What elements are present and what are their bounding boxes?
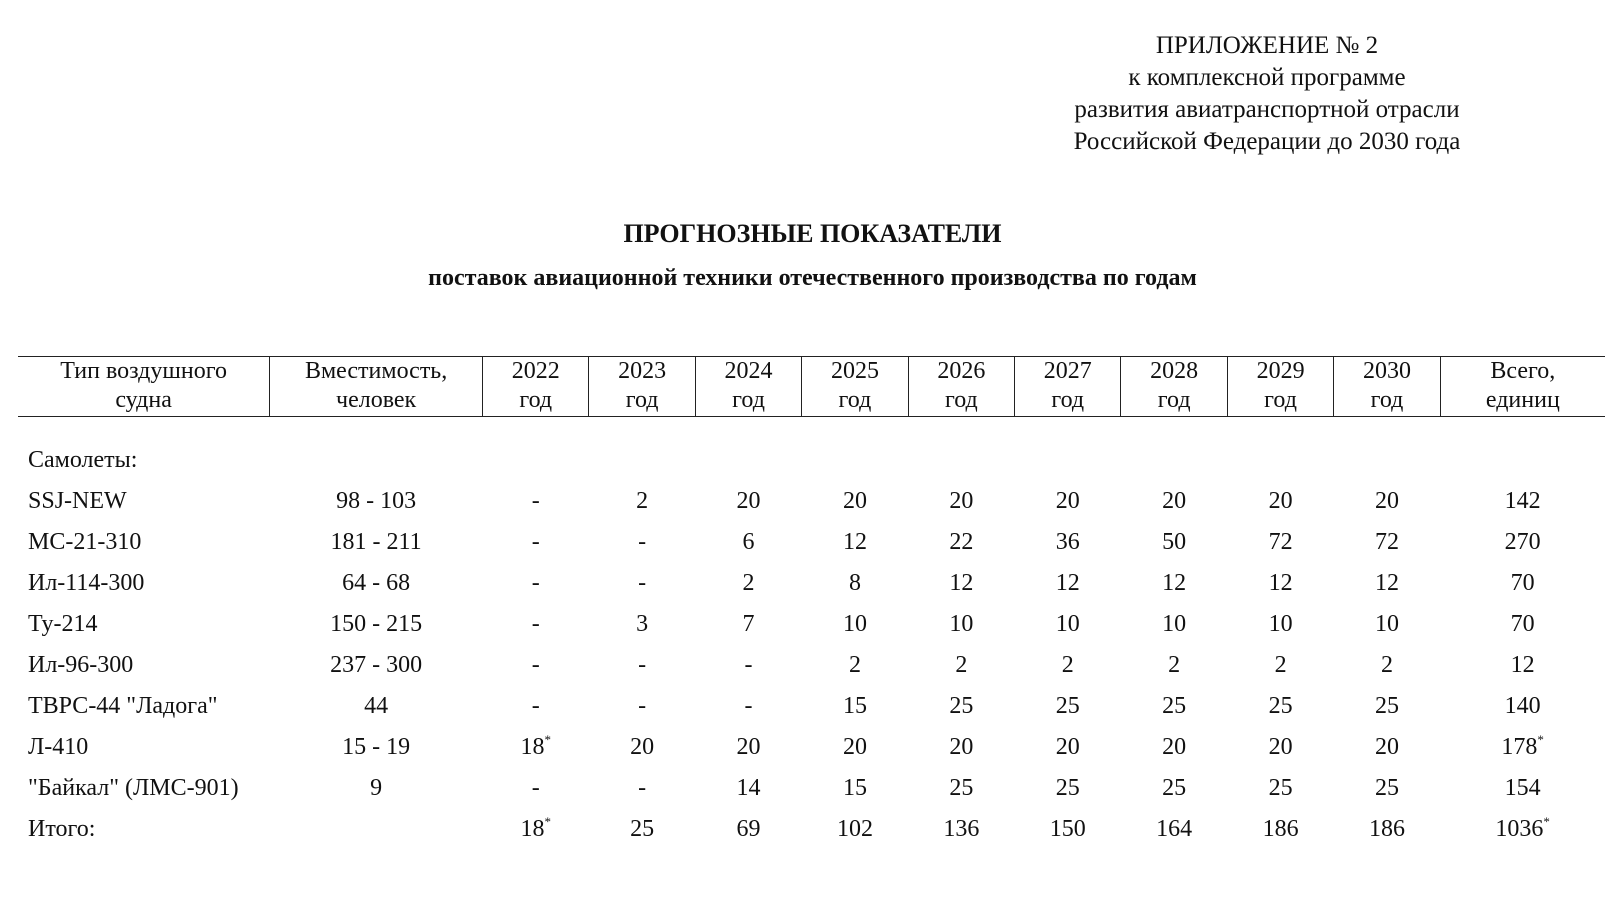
footnote-marker: * bbox=[544, 814, 551, 829]
capacity-cell: 44 bbox=[364, 693, 389, 719]
value-cell: 20 bbox=[949, 488, 974, 514]
table-row bbox=[18, 727, 1605, 768]
capacity-cell: 150 - 215 bbox=[330, 611, 423, 637]
value-cell: 36 bbox=[1055, 529, 1080, 555]
value-cell: 2 bbox=[636, 488, 649, 514]
value-cell: 20 bbox=[1374, 734, 1399, 760]
value-cell: - bbox=[744, 652, 753, 678]
value-cell: 15 bbox=[842, 693, 867, 719]
appendix-line: развития авиатранспортной отрасли bbox=[1074, 96, 1460, 123]
table-row bbox=[18, 563, 1605, 604]
value-cell: - bbox=[531, 570, 540, 596]
aircraft-name-cell: Л-410 bbox=[28, 734, 89, 760]
value-cell: 10 bbox=[1268, 611, 1293, 637]
value-cell: 20 bbox=[842, 488, 867, 514]
value-cell: 2 bbox=[742, 570, 755, 596]
value-cell: 20 bbox=[736, 488, 761, 514]
value-cell: 136 bbox=[943, 816, 980, 842]
aircraft-name-cell: Ил-96-300 bbox=[28, 652, 134, 678]
value-cell: 154 bbox=[1504, 775, 1541, 801]
footnote-marker: * bbox=[544, 732, 551, 747]
capacity-cell: 15 - 19 bbox=[342, 734, 411, 760]
value-cell: - bbox=[531, 693, 540, 719]
value-cell: 72 bbox=[1374, 529, 1399, 555]
value-cell: 10 bbox=[949, 611, 974, 637]
value-cell: 25 bbox=[1162, 693, 1187, 719]
value-cell: 20 bbox=[1268, 734, 1293, 760]
capacity-cell: 64 - 68 bbox=[342, 570, 411, 596]
value-cell: 270 bbox=[1504, 529, 1541, 555]
total-row bbox=[18, 809, 1605, 850]
aircraft-name-cell: МС-21-310 bbox=[28, 529, 142, 555]
value-cell: 7 bbox=[742, 611, 755, 637]
value-cell: - bbox=[744, 693, 753, 719]
value-cell: 20 bbox=[1055, 488, 1080, 514]
value-cell: 10 bbox=[1374, 611, 1399, 637]
value-cell: 20 bbox=[842, 734, 867, 760]
value-cell: 25 bbox=[1374, 775, 1399, 801]
value-cell: - bbox=[531, 488, 540, 514]
value-cell: 8 bbox=[848, 570, 861, 596]
value-cell: - bbox=[638, 529, 647, 555]
column-header bbox=[1015, 357, 1121, 417]
column-header bbox=[483, 357, 589, 417]
value-cell: 25 bbox=[1055, 775, 1080, 801]
column-header-line: год bbox=[1264, 387, 1297, 413]
appendix-line: ПРИЛОЖЕНИЕ № 2 bbox=[1155, 32, 1379, 59]
value-cell: 20 bbox=[949, 734, 974, 760]
column-header-line: год bbox=[1370, 387, 1404, 413]
table-row bbox=[18, 481, 1605, 522]
capacity-cell: 181 - 211 bbox=[330, 529, 422, 555]
section-row bbox=[18, 439, 1605, 481]
value-cell: 18* bbox=[520, 732, 551, 760]
value-cell: 140 bbox=[1504, 693, 1541, 719]
value-cell: 20 bbox=[1055, 734, 1080, 760]
column-header bbox=[1227, 357, 1333, 417]
value-cell: - bbox=[531, 529, 540, 555]
column-header-line: Тип воздушного bbox=[60, 358, 227, 384]
value-cell: 102 bbox=[836, 816, 873, 842]
value-cell: 72 bbox=[1268, 529, 1293, 555]
value-cell: 70 bbox=[1510, 611, 1535, 637]
aircraft-name-cell: SSJ-NEW bbox=[28, 488, 127, 514]
column-header-line: год bbox=[1051, 387, 1085, 413]
column-header-line: 2028 bbox=[1150, 358, 1199, 384]
column-header-line: 2025 bbox=[830, 358, 879, 384]
value-cell: 150 bbox=[1049, 816, 1086, 842]
value-cell: - bbox=[531, 652, 540, 678]
value-cell: 25 bbox=[1055, 693, 1080, 719]
value-cell: 12 bbox=[1510, 652, 1535, 678]
capacity-cell: 9 bbox=[370, 775, 383, 801]
column-header bbox=[908, 357, 1014, 417]
value-cell: 2 bbox=[955, 652, 968, 678]
aircraft-name-cell: Итого: bbox=[28, 816, 96, 842]
value-cell: 2 bbox=[1274, 652, 1287, 678]
value-cell: 70 bbox=[1510, 570, 1535, 596]
column-header-line: 2027 bbox=[1043, 358, 1092, 384]
spacer-row bbox=[18, 417, 1605, 440]
value-cell: 25 bbox=[630, 816, 655, 842]
capacity-cell: 98 - 103 bbox=[336, 488, 417, 514]
value-cell: 25 bbox=[1162, 775, 1187, 801]
value-cell: 10 bbox=[842, 611, 867, 637]
value-cell: - bbox=[638, 570, 647, 596]
value-cell: 12 bbox=[1268, 570, 1293, 596]
value-cell: - bbox=[638, 652, 647, 678]
value-cell: - bbox=[638, 693, 647, 719]
value-cell: 6 bbox=[742, 529, 755, 555]
value-cell: 25 bbox=[1268, 693, 1293, 719]
column-header bbox=[18, 357, 270, 417]
document-title: ПРОГНОЗНЫЕ ПОКАЗАТЕЛИ bbox=[623, 219, 1002, 248]
value-cell: 12 bbox=[1162, 570, 1187, 596]
value-cell: 2 bbox=[1061, 652, 1074, 678]
value-cell: 22 bbox=[949, 529, 974, 555]
value-cell: 3 bbox=[636, 611, 649, 637]
appendix-header bbox=[1007, 30, 1527, 158]
value-cell: 142 bbox=[1504, 488, 1541, 514]
value-cell: 25 bbox=[1268, 775, 1293, 801]
section-label: Самолеты: bbox=[28, 446, 138, 473]
value-cell: 2 bbox=[848, 652, 861, 678]
aircraft-name-cell: ТВРС-44 "Ладога" bbox=[28, 693, 218, 719]
value-cell: 12 bbox=[842, 529, 867, 555]
aircraft-name-cell: Ту-214 bbox=[28, 611, 98, 637]
capacity-cell: 237 - 300 bbox=[330, 652, 423, 678]
column-header bbox=[270, 357, 483, 417]
column-header-line: человек bbox=[336, 387, 417, 413]
table-row bbox=[18, 604, 1605, 645]
column-header-line: единиц bbox=[1485, 387, 1560, 413]
value-cell: 20 bbox=[630, 734, 655, 760]
value-cell: 186 bbox=[1368, 816, 1405, 842]
deliveries-table bbox=[18, 356, 1605, 850]
value-cell: 1036* bbox=[1495, 814, 1550, 842]
column-header-line: 2022 bbox=[511, 358, 560, 384]
value-cell: - bbox=[531, 611, 540, 637]
capacity-cell bbox=[270, 809, 483, 850]
column-header bbox=[695, 357, 801, 417]
table-header-row bbox=[18, 357, 1605, 417]
column-header-line: 2030 bbox=[1362, 358, 1411, 384]
column-header-line: 2026 bbox=[937, 358, 986, 384]
column-header bbox=[589, 357, 695, 417]
value-cell: 20 bbox=[1162, 488, 1187, 514]
value-cell: 178* bbox=[1501, 732, 1544, 760]
appendix-line: к комплексной программе bbox=[1128, 64, 1406, 91]
aircraft-name-cell: "Байкал" (ЛМС-901) bbox=[28, 775, 239, 801]
column-header-line: год bbox=[519, 387, 553, 413]
value-cell: 12 bbox=[1374, 570, 1399, 596]
column-header-line: 2024 bbox=[724, 358, 773, 384]
aircraft-name-cell: Ил-114-300 bbox=[28, 570, 145, 596]
value-cell: 50 bbox=[1162, 529, 1187, 555]
column-header-line: Всего, bbox=[1490, 358, 1556, 384]
value-cell: 10 bbox=[1162, 611, 1187, 637]
footnote-marker: * bbox=[1537, 732, 1544, 747]
column-header bbox=[802, 357, 908, 417]
column-header-line: год bbox=[1157, 387, 1191, 413]
table-row bbox=[18, 522, 1605, 563]
value-cell: 20 bbox=[1162, 734, 1187, 760]
value-cell: 20 bbox=[736, 734, 761, 760]
column-header-line: год bbox=[838, 387, 872, 413]
document-subtitle: поставок авиационной техники отечественного производства по годам bbox=[428, 265, 1197, 291]
table-row bbox=[18, 645, 1605, 686]
value-cell: 2 bbox=[1380, 652, 1393, 678]
column-header-line: Вместимость, bbox=[304, 358, 448, 384]
value-cell: 14 bbox=[736, 775, 761, 801]
column-header-line: 2029 bbox=[1256, 358, 1305, 384]
column-header-line: судна bbox=[115, 387, 172, 413]
value-cell: 20 bbox=[1268, 488, 1293, 514]
value-cell: 18* bbox=[520, 814, 551, 842]
column-header bbox=[1121, 357, 1227, 417]
column-header bbox=[1440, 357, 1605, 417]
value-cell: 12 bbox=[949, 570, 974, 596]
value-cell: 15 bbox=[842, 775, 867, 801]
column-header bbox=[1334, 357, 1440, 417]
value-cell: 25 bbox=[949, 693, 974, 719]
value-cell: 12 bbox=[1055, 570, 1080, 596]
value-cell: 164 bbox=[1156, 816, 1193, 842]
column-header-line: год bbox=[732, 387, 765, 413]
value-cell: 25 bbox=[1374, 693, 1399, 719]
table-row bbox=[18, 686, 1605, 727]
value-cell: 20 bbox=[1374, 488, 1399, 514]
value-cell: 186 bbox=[1262, 816, 1299, 842]
table-body bbox=[18, 417, 1605, 851]
table-row bbox=[18, 768, 1605, 809]
value-cell: 10 bbox=[1055, 611, 1080, 637]
value-cell: 2 bbox=[1168, 652, 1181, 678]
value-cell: - bbox=[638, 775, 647, 801]
column-header-line: 2023 bbox=[618, 358, 667, 384]
appendix-line: Российской Федерации до 2030 года bbox=[1073, 128, 1461, 155]
value-cell: 69 bbox=[736, 816, 761, 842]
column-header-line: год bbox=[944, 387, 978, 413]
value-cell: - bbox=[531, 775, 540, 801]
column-header-line: год bbox=[625, 387, 659, 413]
value-cell: 25 bbox=[949, 775, 974, 801]
footnote-marker: * bbox=[1543, 814, 1550, 829]
